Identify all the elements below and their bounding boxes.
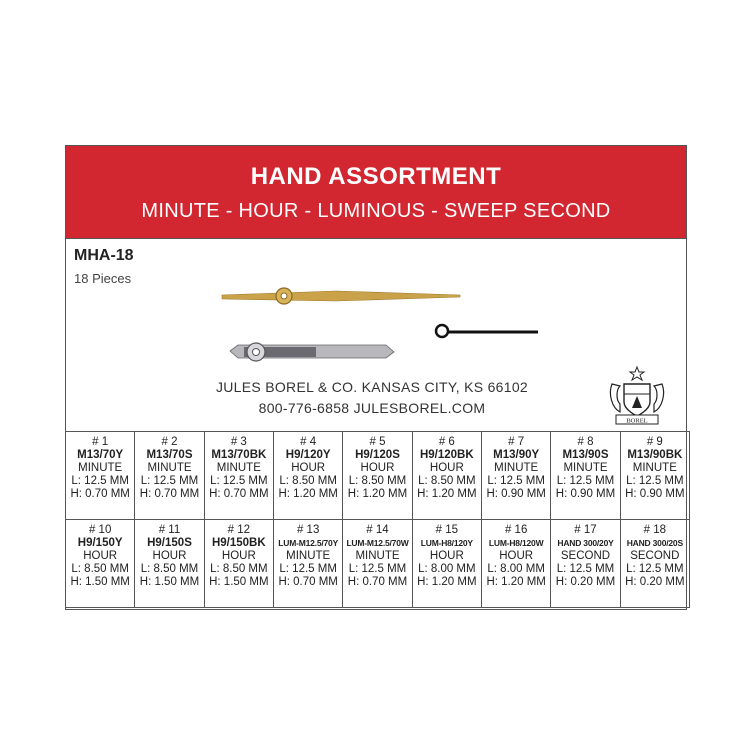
banner-title: HAND ASSORTMENT: [250, 163, 502, 190]
table-cell: [621, 520, 690, 608]
hand-type: MINUTE: [286, 550, 331, 562]
hand-length: L: 8.50 MM: [348, 475, 407, 487]
hand-length: L: 12.5 MM: [71, 475, 129, 487]
hand-height: H: 1.20 MM: [347, 488, 408, 500]
part-number: HAND 300/20Y: [557, 538, 614, 548]
hand-length: L: 8.50 MM: [140, 563, 199, 575]
table-cell: [205, 520, 274, 608]
item-number: # 5: [369, 436, 386, 448]
hand-height: H: 0.70 MM: [139, 488, 200, 500]
part-number: H9/120BK: [419, 449, 474, 461]
hand-length: L: 12.5 MM: [348, 563, 407, 575]
hand-type: MINUTE: [147, 462, 192, 474]
hand-height: H: 1.20 MM: [417, 488, 477, 500]
hand-length: L: 12.5 MM: [279, 563, 337, 575]
hand-type: HOUR: [83, 550, 118, 562]
hand-length: L: 8.50 MM: [279, 475, 337, 487]
piece-count: 18 Pieces: [74, 271, 132, 286]
part-number: LUM-H8/120W: [488, 538, 544, 548]
hand-height: H: 1.50 MM: [139, 576, 200, 588]
part-number: M13/90BK: [627, 449, 683, 461]
part-number: H9/150S: [147, 537, 192, 549]
hand-height: H: 1.20 MM: [278, 488, 338, 500]
table-cell: [135, 520, 204, 608]
table-cell: [66, 520, 135, 608]
part-number: HAND 300/20S: [626, 538, 683, 548]
hand-length: L: 8.00 MM: [418, 563, 476, 575]
table-cell: [135, 432, 204, 520]
silver-hour-hand-icon: [230, 343, 394, 361]
table-cell: [274, 520, 343, 608]
table-cell: [413, 432, 482, 520]
hand-type: SECOND: [630, 550, 680, 562]
hand-height: H: 0.20 MM: [625, 576, 685, 588]
part-number: H9/150Y: [77, 537, 123, 549]
part-number: H9/120S: [355, 449, 400, 461]
item-number: # 10: [88, 524, 112, 536]
product-card: [65, 145, 687, 610]
hand-type: HOUR: [221, 550, 256, 562]
table-cell: [482, 520, 551, 608]
table-cell: [205, 432, 274, 520]
hand-height: H: 0.70 MM: [347, 576, 408, 588]
product-code: MHA-18: [74, 247, 134, 264]
hand-length: L: 12.5 MM: [556, 475, 615, 487]
part-number: M13/90Y: [493, 449, 540, 461]
item-number: # 11: [158, 524, 181, 536]
hand-length: L: 8.50 MM: [210, 563, 268, 575]
hand-height: H: 0.70 MM: [70, 488, 130, 500]
hand-type: HOUR: [360, 462, 395, 474]
item-number: # 3: [230, 436, 247, 448]
hand-height: H: 0.90 MM: [486, 488, 546, 500]
item-number: # 13: [296, 524, 320, 536]
hand-height: H: 0.90 MM: [625, 488, 685, 500]
part-number: H9/150BK: [211, 537, 266, 549]
item-number: # 2: [161, 436, 178, 448]
item-number: # 6: [438, 436, 455, 448]
hand-height: H: 1.50 MM: [209, 576, 269, 588]
hand-height: H: 0.70 MM: [209, 488, 269, 500]
hand-height: H: 1.50 MM: [70, 576, 130, 588]
hand-length: L: 8.50 MM: [71, 563, 129, 575]
item-number: # 1: [92, 436, 109, 448]
company-address: JULES BOREL & CO. KANSAS CITY, KS 66102: [215, 379, 529, 395]
hand-type: MINUTE: [494, 462, 539, 474]
table-cell: [343, 520, 412, 608]
item-number: # 18: [643, 524, 667, 536]
hand-assortment-table: [65, 431, 690, 608]
item-number: # 17: [574, 524, 597, 536]
hand-height: H: 1.20 MM: [486, 576, 546, 588]
borel-crest-logo-icon: [606, 364, 668, 426]
table-cell: [621, 432, 690, 520]
hand-height: H: 1.20 MM: [417, 576, 477, 588]
hand-type: MINUTE: [563, 462, 608, 474]
crest-logo-text: BOREL: [626, 417, 648, 425]
table-cell: [66, 432, 135, 520]
product-section: [66, 239, 686, 431]
gold-minute-hand-icon: [222, 288, 460, 304]
company-contact: 800-776-6858 JULESBOREL.COM: [258, 400, 486, 416]
item-number: # 12: [227, 524, 251, 536]
table-cell: [551, 432, 620, 520]
hand-type: MINUTE: [355, 550, 400, 562]
hand-length: L: 12.5 MM: [210, 475, 268, 487]
item-number: # 9: [646, 436, 663, 448]
hand-length: L: 12.5 MM: [487, 475, 545, 487]
hand-height: H: 0.70 MM: [278, 576, 338, 588]
hand-type: HOUR: [152, 550, 187, 562]
part-number: LUM-M12.5/70W: [346, 538, 409, 548]
hand-type: HOUR: [429, 462, 464, 474]
item-number: # 7: [508, 436, 525, 448]
table-cell: [551, 520, 620, 608]
part-number: M13/70Y: [77, 449, 124, 461]
hand-length: L: 12.5 MM: [556, 563, 615, 575]
hand-height: H: 0.20 MM: [555, 576, 616, 588]
hand-height: H: 0.90 MM: [555, 488, 616, 500]
part-number: LUM-M12.5/70Y: [278, 538, 339, 548]
hand-type: MINUTE: [78, 462, 123, 474]
hand-type: HOUR: [499, 550, 534, 562]
part-number: M13/70S: [146, 449, 193, 461]
table-cell: [343, 432, 412, 520]
hands-illustration: [216, 279, 546, 379]
hand-length: L: 12.5 MM: [140, 475, 199, 487]
table-cell: [482, 432, 551, 520]
item-number: # 15: [435, 524, 459, 536]
banner-subtitle: MINUTE - HOUR - LUMINOUS - SWEEP SECOND: [141, 200, 611, 222]
item-number: # 14: [366, 524, 389, 536]
hand-type: HOUR: [291, 462, 326, 474]
item-number: # 8: [577, 436, 594, 448]
item-number: # 4: [300, 436, 317, 448]
hand-length: L: 8.00 MM: [487, 563, 545, 575]
table-cell: [413, 520, 482, 608]
hand-type: MINUTE: [216, 462, 261, 474]
hand-type: SECOND: [560, 550, 611, 562]
item-number: # 16: [504, 524, 528, 536]
header-banner: [66, 146, 686, 239]
hand-type: HOUR: [429, 550, 464, 562]
part-number: M13/70BK: [211, 449, 267, 461]
part-number: M13/90S: [562, 449, 609, 461]
hand-length: L: 8.50 MM: [418, 475, 476, 487]
table-cell: [274, 432, 343, 520]
black-second-hand-icon: [436, 325, 538, 337]
hand-length: L: 12.5 MM: [626, 475, 684, 487]
part-number: H9/120Y: [285, 449, 331, 461]
hand-length: L: 12.5 MM: [626, 563, 684, 575]
part-number: LUM-H8/120Y: [420, 538, 473, 548]
hand-type: MINUTE: [632, 462, 677, 474]
